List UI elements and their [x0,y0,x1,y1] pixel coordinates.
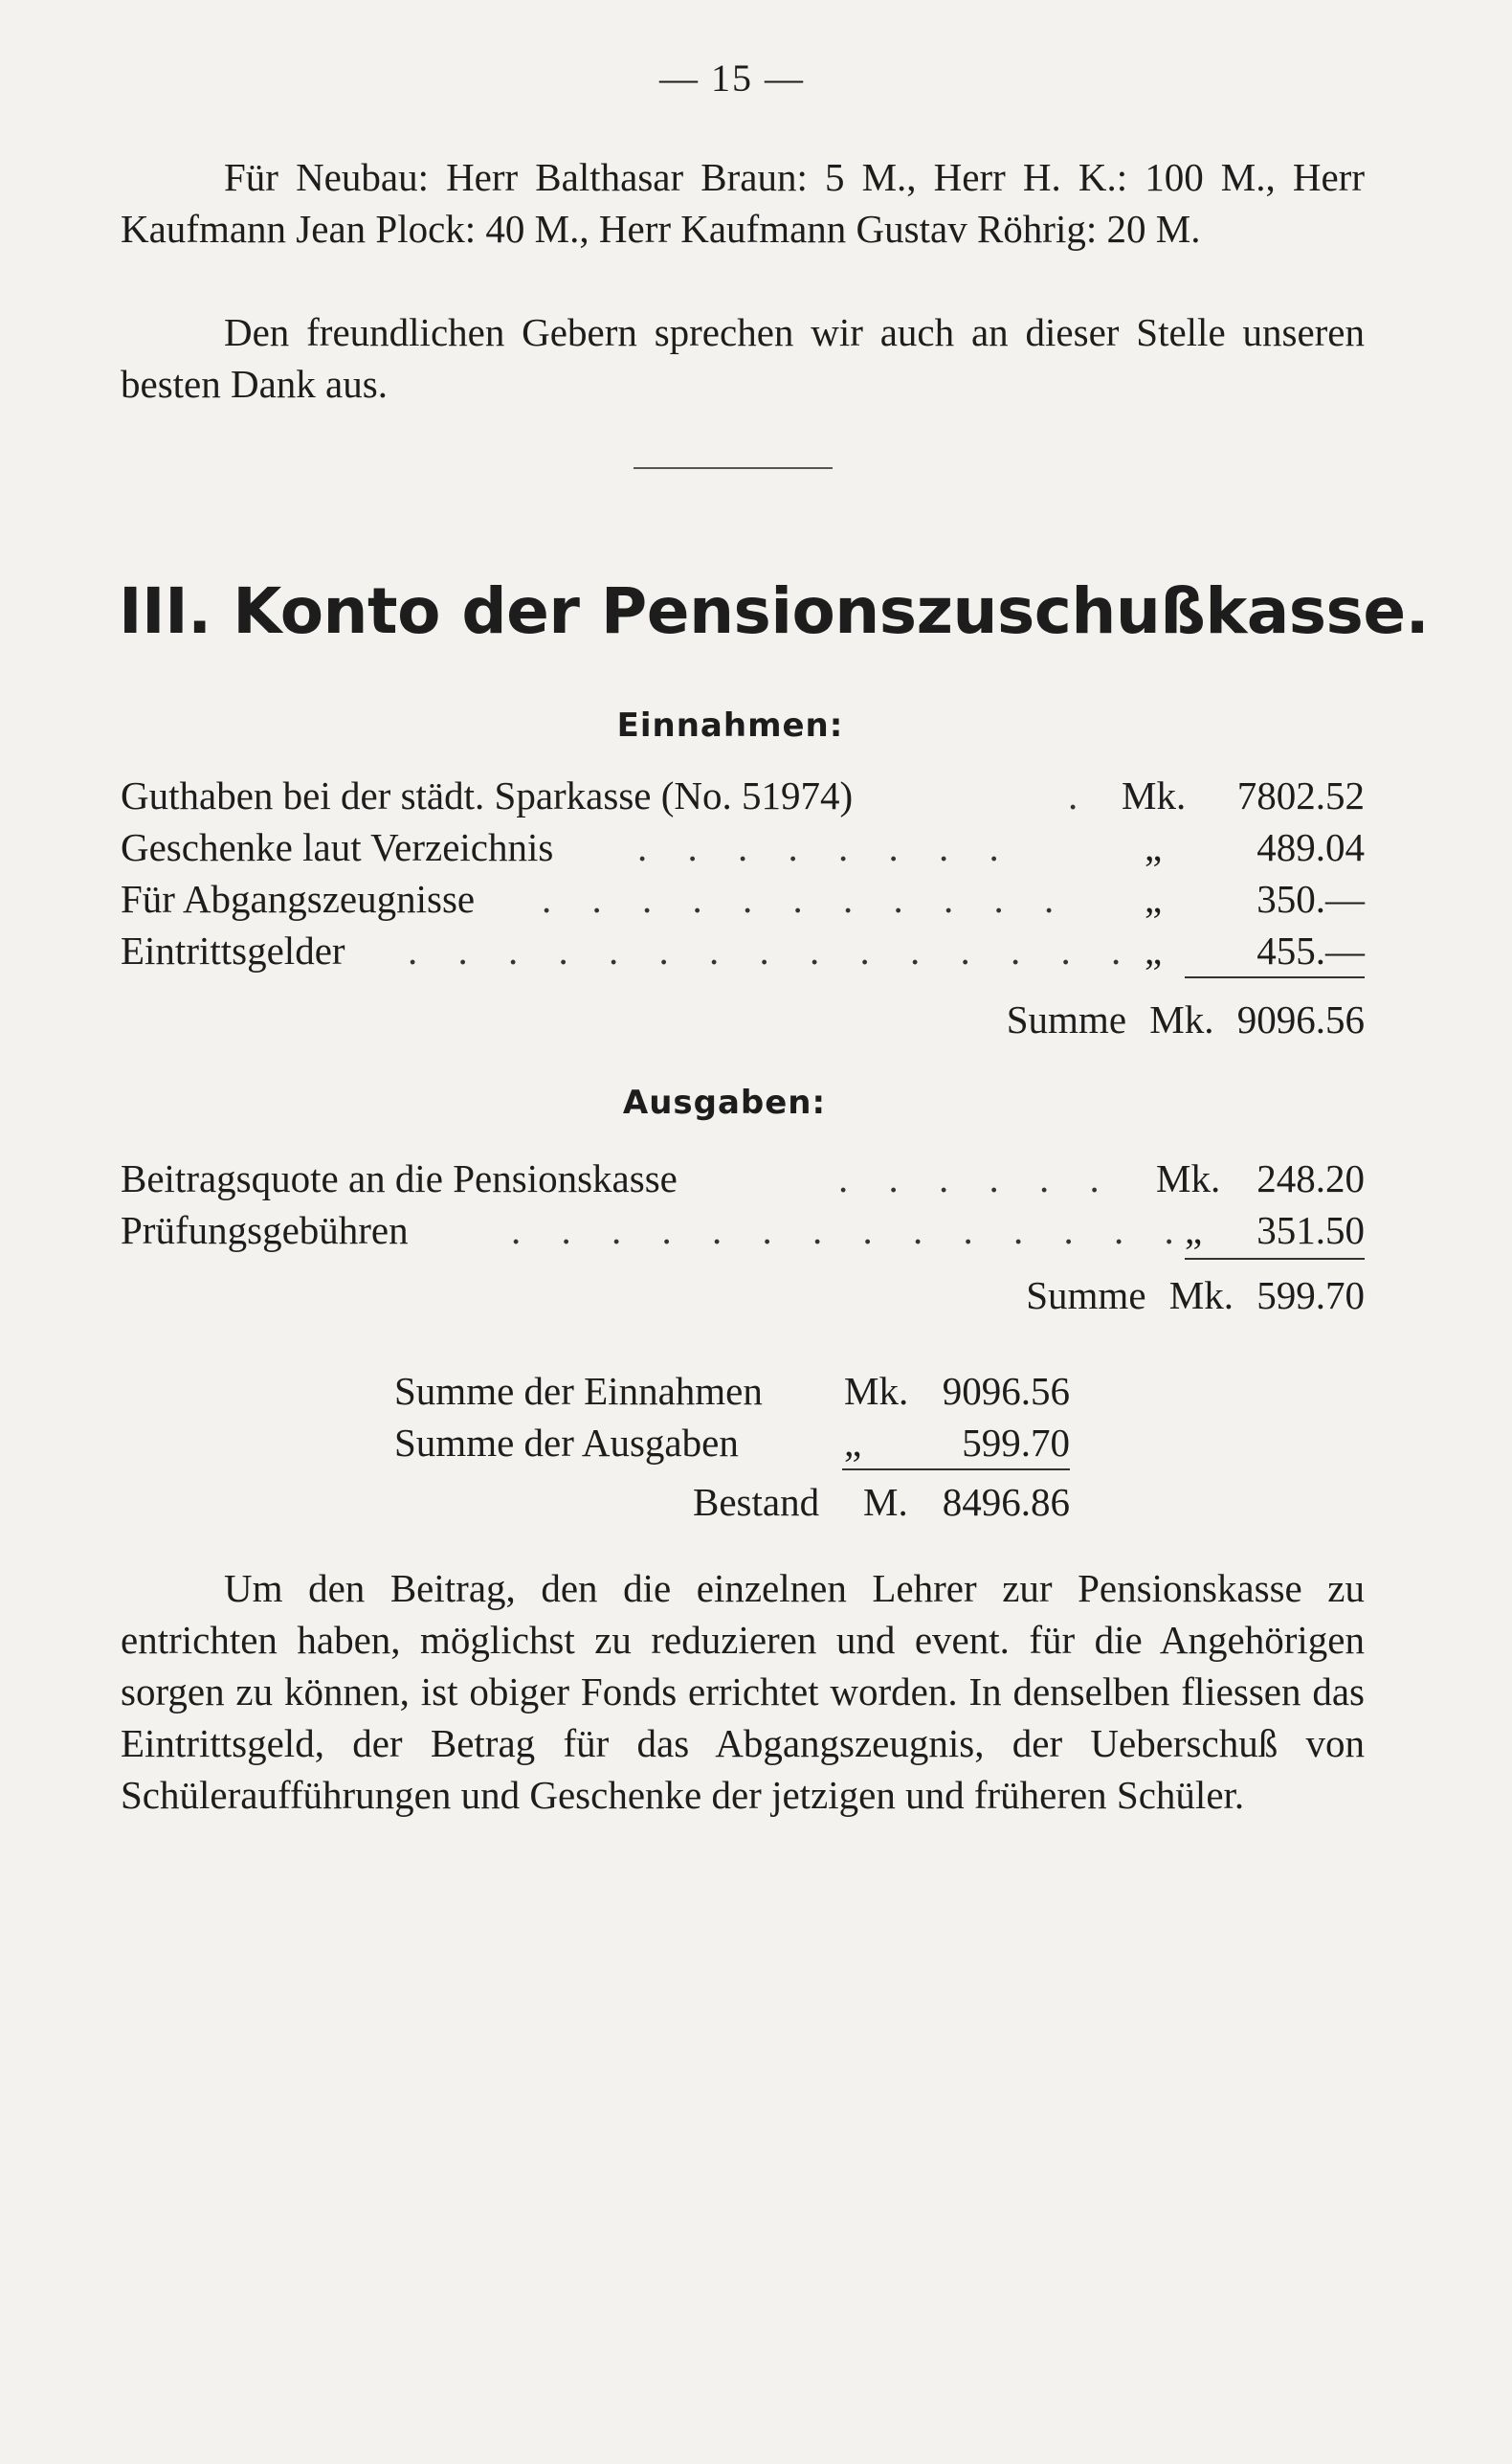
income-row-currency: „ [1145,825,1163,869]
closing-paragraph: Um den Beitrag, den die einzelnen Lehrer zur Pensionskasse zu entrichten haben, möglichst zu reduzieren und event. für die Angehörigen sorgen zu können, ist obiger Fonds errichtet worden. In denselben fliessen das Eintrittsgeld, der Betrag für das Abgangszeugnis, der Ueberschuß von Schüleraufführungen und Geschenke der jetzigen und früheren Schüler. [121,1566,1365,1817]
expense-row-dots: . . . . . . . . . . . . . . [511,1208,1190,1252]
page-number: — 15 — [659,56,805,100]
income-row-label: Für Abgangszeugnisse [121,877,476,921]
expense-row-value: 351.50 [1256,1208,1365,1252]
income-row-value: 350.— [1256,877,1365,921]
income-row-dots: . . . . . . . . . . . [542,877,1070,921]
expense-sum-label: Summe [1026,1273,1146,1317]
income-row-dots: . . . . . . . . [637,825,1014,869]
income-sum-value: 9096.56 [1236,997,1365,1042]
totals-expense-value: 599.70 [962,1421,1070,1465]
totals-expense-row [394,1417,1070,1468]
income-row-value: 455.— [1256,929,1365,973]
income-row [121,770,1365,821]
totals-rule [842,1468,1070,1470]
expense-row-currency: Mk. [1156,1156,1221,1200]
income-row [121,925,1365,976]
income-row-value: 489.04 [1256,825,1365,869]
expense-row-label: Beitragsquote an die Pensionskasse [121,1156,678,1200]
thanks-paragraph: Den freundlichen Gebern sprechen wir auch an dieser Stelle unseren besten Dank aus. [121,310,1365,406]
section-title: III. Konto der Pensionszuschußkasse. [119,574,1430,648]
income-row-currency: „ [1145,929,1163,973]
expense-sum-value: 599.70 [1256,1273,1365,1317]
expense-sum-currency: Mk. [1168,1273,1234,1317]
balance-row [693,1476,1070,1528]
totals-income-row [394,1365,1070,1417]
balance-value: 8496.86 [942,1480,1070,1524]
income-row [121,821,1365,873]
totals-income-label: Summe der Einnahmen [394,1369,763,1413]
balance-label: Bestand [693,1480,820,1524]
expense-sum-rule [1185,1258,1365,1260]
income-row [121,873,1365,925]
income-row-label: Geschenke laut Verzeichnis [121,825,554,869]
income-row-value: 7802.52 [1236,773,1365,818]
income-row-label: Eintrittsgelder [121,929,345,973]
expense-row-label: Prüfungsgebühren [121,1208,409,1252]
balance-currency: M. [863,1480,908,1524]
expense-sum [1012,1269,1365,1321]
expense-row-currency: „ [1185,1208,1203,1252]
income-row-dots: . [1068,773,1094,818]
income-sum [993,994,1365,1045]
income-row-label: Guthaben bei der städt. Sparkasse (No. 51974) [121,773,854,818]
donations-paragraph: Für Neubau: Herr Balthasar Braun: 5 M., Herr H. K.: 100 M., Herr Kaufmann Jean Plock: 40 M., Herr Kaufmann Gustav Röhrig: 20 M. [121,155,1365,251]
expense-row-value: 248.20 [1256,1156,1365,1200]
expense-row [121,1204,1365,1256]
income-sum-label: Summe [1006,997,1127,1042]
income-sum-rule [1185,976,1365,978]
expense-row-dots: . . . . . . [838,1156,1115,1200]
income-sum-currency: Mk. [1149,997,1214,1042]
totals-income-currency: Mk. [844,1369,909,1413]
totals-income-value: 9096.56 [942,1369,1070,1413]
income-heading: Einnahmen: [616,706,844,745]
section-divider [634,467,833,469]
income-row-currency: „ [1145,877,1163,921]
income-row-currency: Mk. [1122,773,1187,818]
income-row-dots: . . . . . . . . . . . . . . . [408,929,1137,973]
expense-row [121,1153,1365,1204]
totals-expense-currency: „ [844,1421,862,1465]
expenses-heading: Ausgaben: [622,1084,827,1122]
totals-expense-label: Summe der Ausgaben [394,1421,739,1465]
